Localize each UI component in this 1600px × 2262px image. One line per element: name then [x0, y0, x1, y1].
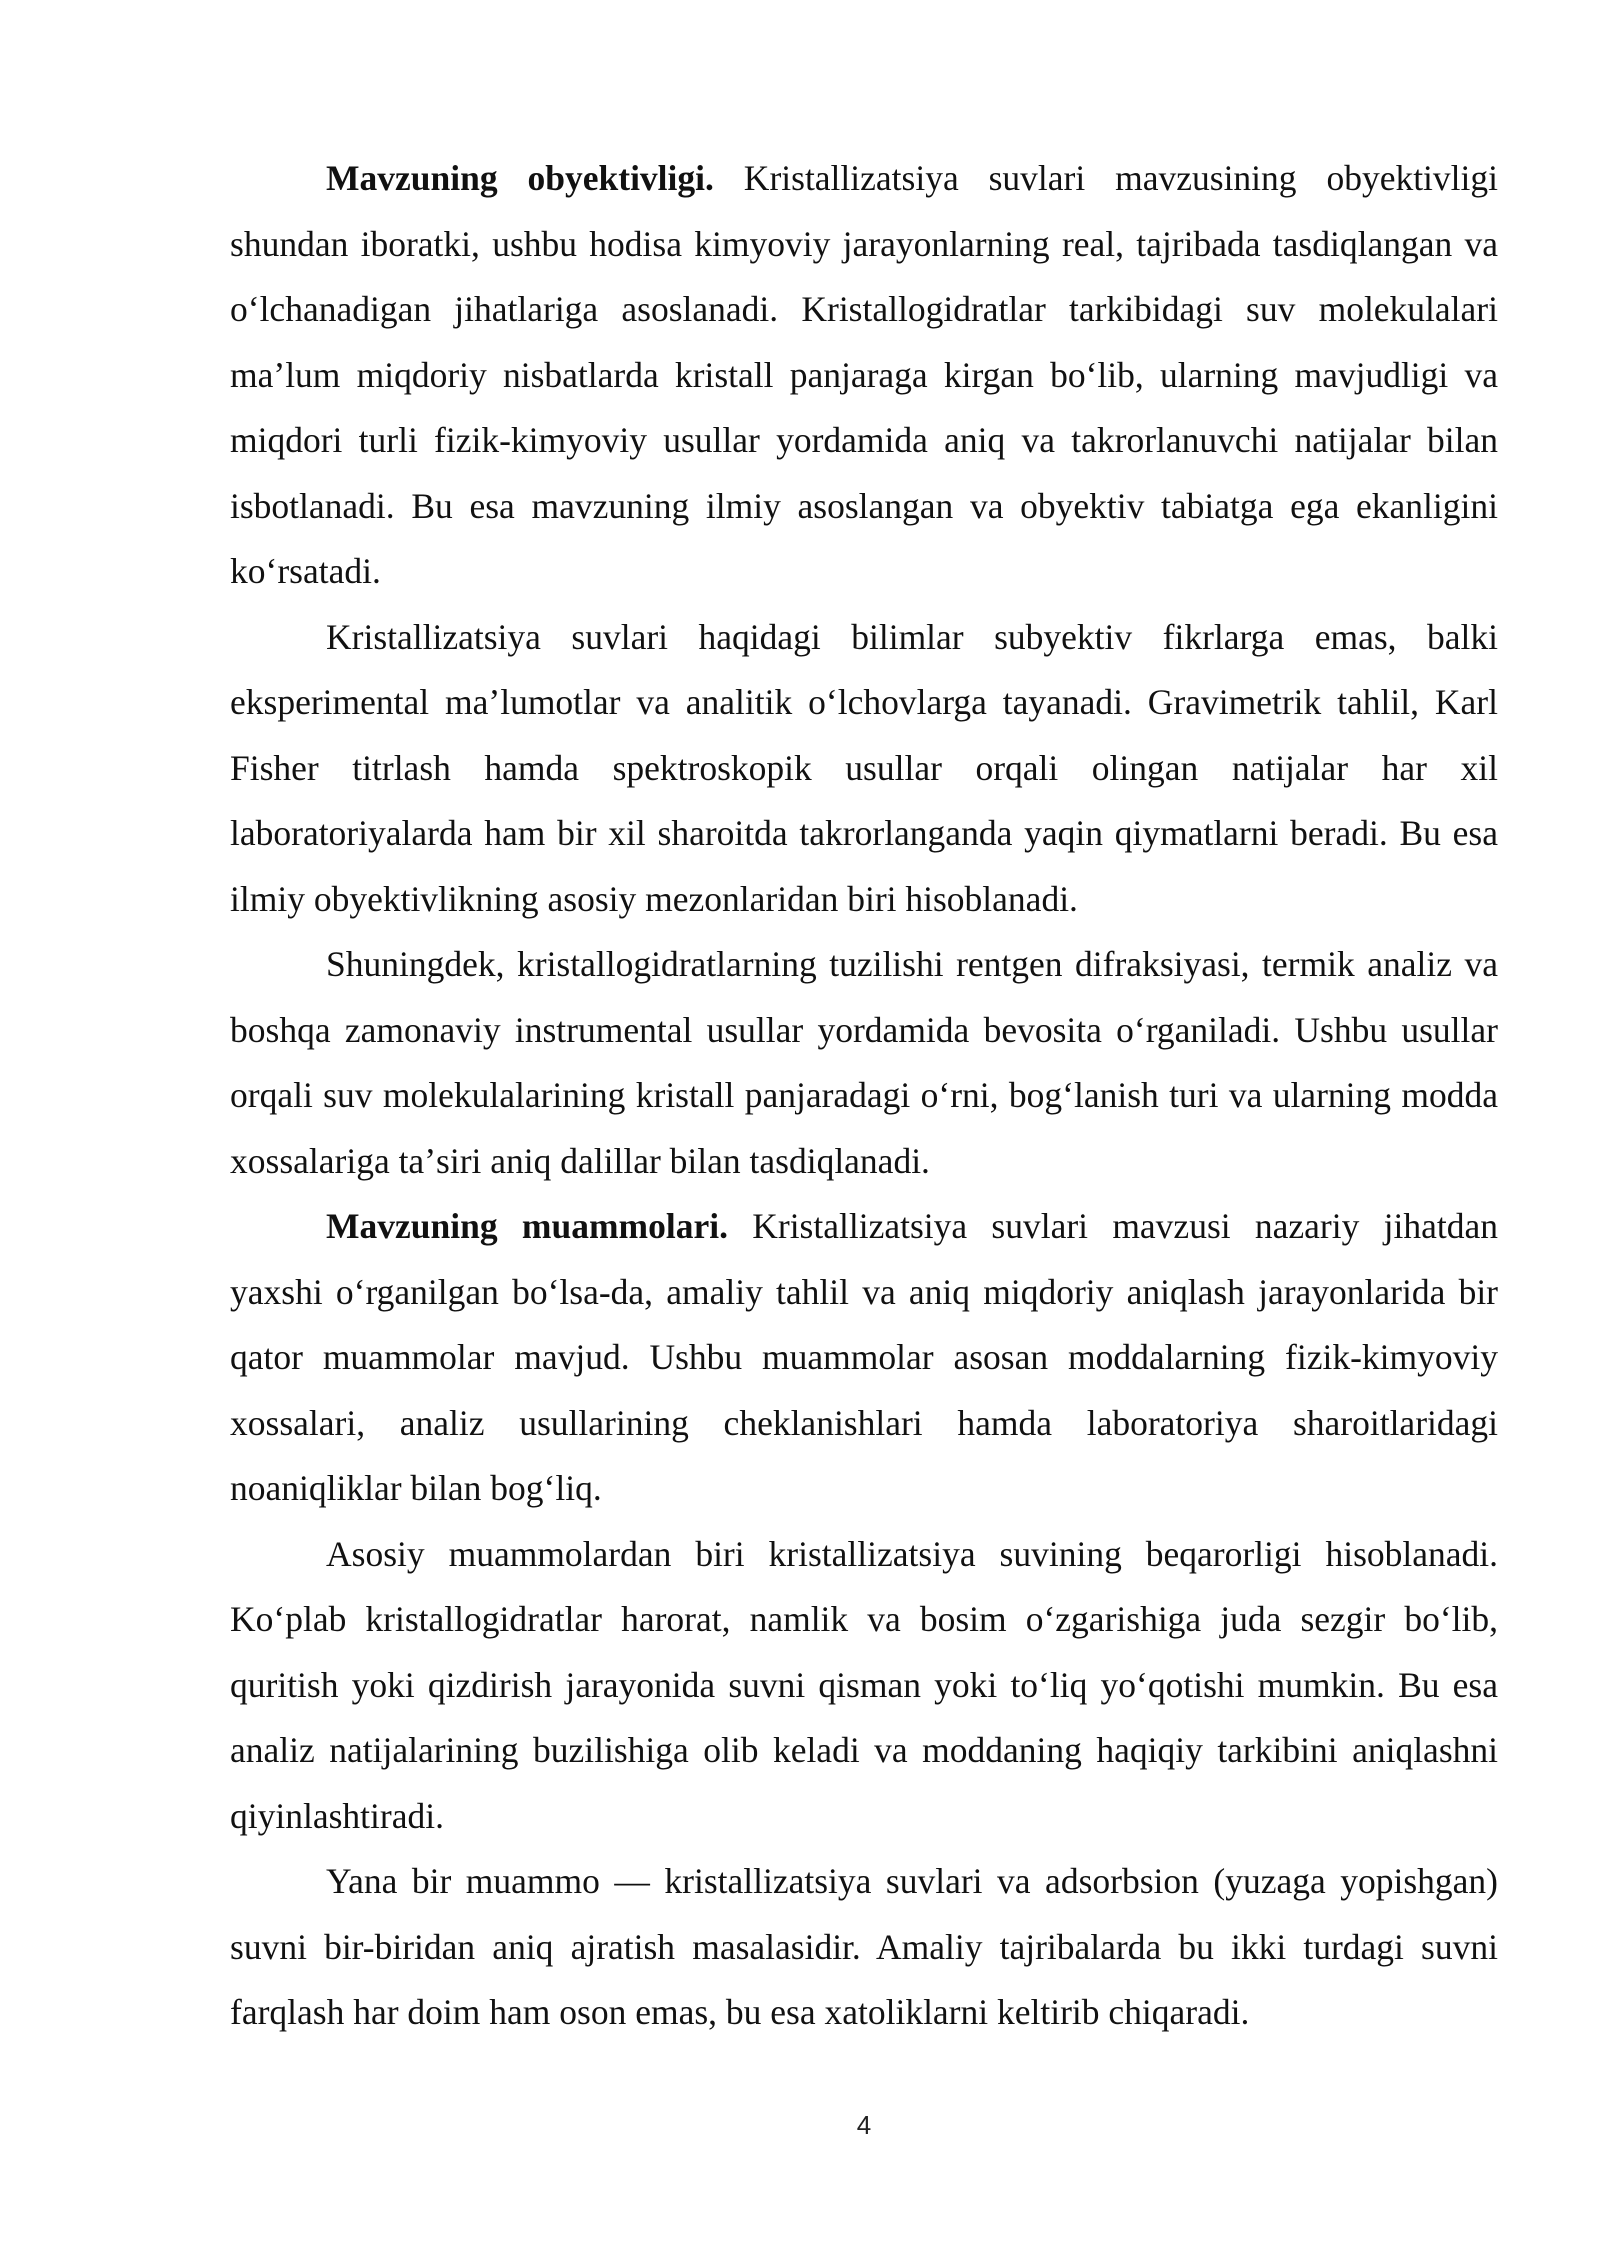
paragraph-objectivity-evidence — [230, 605, 1498, 933]
paragraph-problems-instability — [230, 1522, 1498, 1850]
paragraph-text: Shuningdek, kristallogidratlarning tuzilishi rentgen difraksiyasi, termik analiz va boshqa zamonaviy instrumental usullar yordamida bevosita oʻrganiladi. Ushbu usullar orqali suv molekulalarining kristall panjaradagi oʻrni, bogʻlanish turi va ularning modda xossalariga taʼsiri aniq dalillar bilan tasdiqlanadi. — [230, 944, 1498, 1181]
paragraph-objectivity-intro — [230, 146, 1498, 605]
paragraph-text: Yana bir muammo — kristallizatsiya suvlari va adsorbsion (yuzaga yopishgan) suvni bir-biridan aniq ajratish masalasidir. Amaliy tajribalarda bu ikki turdagi suvni farqlash har doim ham oson emas, bu esa xatoliklarni keltirib chiqaradi. — [230, 1861, 1498, 2032]
paragraph-text: Asosiy muammolardan biri kristallizatsiya suvining beqarorligi hisoblanadi. Koʻplab kristallogidratlar harorat, namlik va bosim oʻzgarishiga juda sezgir boʻlib, quritish yoki qizdirish jarayonida suvni qisman yoki toʻliq yoʻqotishi mumkin. Bu esa analiz natijalarining buzilishiga olib keladi va moddaning haqiqiy tarkibini aniqlashni qiyinlashtiradi. — [230, 1533, 1498, 1836]
paragraph-text: Kristallizatsiya suvlari mavzusining obyektivligi shundan iboratki, ushbu hodisa kimyoviy jarayonlarning real, tajribada tasdiqlangan va oʻlchanadigan jihatlariga asoslanadi. Kristallogidratlar tarkibidagi suv molekulalari maʼlum miqdoriy nisbatlarda kristall panjaraga kirgan boʻlib, ularning mavjudligi va miqdori turli fizik-kimyoviy usullar yordamida aniq va takrorlanuvchi natijalar bilan isbotlanadi. Bu esa mavzuning ilmiy asoslangan va obyektiv tabiatga ega ekanligini koʻrsatadi. — [230, 158, 1499, 591]
paragraph-text: Kristallizatsiya suvlari mavzusi nazariy jihatdan yaxshi oʻrganilgan boʻlsa-da, amaliy tahlil va aniq miqdoriy aniqlash jarayonlarida bir qator muammolar mavjud. Ushbu muammolar asosan moddalarning fizik-kimyoviy xossalari, analiz usullarining cheklanishlari hamda laboratoriya sharoitlaridagi noaniqliklar bilan bogʻliq. — [230, 1206, 1498, 1508]
body-text — [230, 146, 1498, 2046]
paragraph-text: Kristallizatsiya suvlari haqidagi bilimlar subyektiv fikrlarga emas, balki eksperimental maʼlumotlar va analitik oʻlchovlarga tayanadi. Gravimetrik tahlil, Karl Fisher titrlash hamda spektroskopik usullar orqali olingan natijalar har xil laboratoriyalarda ham bir xil sharoitda takrorlanganda yaqin qiymatlarni beradi. Bu esa ilmiy obyektivlikning asosiy mezonlaridan biri hisoblanadi. — [230, 616, 1498, 919]
paragraph-heading: Mavzuning muammolari. — [326, 1206, 728, 1246]
page-number: 4 — [856, 2110, 872, 2140]
paragraph-heading: Mavzuning obyektivligi. — [326, 158, 714, 198]
paragraph-problems-adsorption — [230, 1849, 1498, 2046]
paragraph-problems-intro — [230, 1194, 1498, 1522]
paragraph-objectivity-methods — [230, 932, 1498, 1194]
